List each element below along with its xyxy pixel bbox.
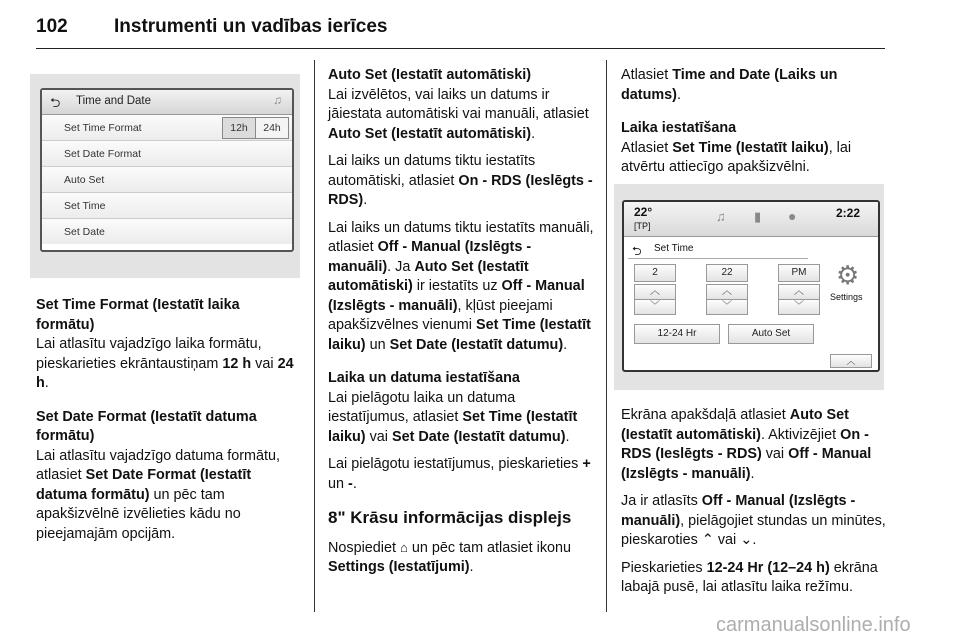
menu-row-label: Set Time <box>64 200 106 212</box>
clock: 2:22 <box>836 206 861 220</box>
format-12h-button: 12h <box>222 117 256 139</box>
column-1 <box>36 296 298 552</box>
music-note-icon: ♫ <box>273 93 282 107</box>
menu-row <box>42 219 292 244</box>
back-arrow-icon: ⮌ <box>632 244 642 258</box>
ampm-up-button: ︿ <box>778 284 820 300</box>
back-arrow-icon: ⮌ <box>50 95 61 110</box>
status-bar <box>624 202 878 237</box>
hour-down-button: ﹀ <box>634 299 676 315</box>
menu-row <box>42 167 292 193</box>
format-24h-button: 24h <box>255 117 289 139</box>
paragraph: Lai izvēlētos, vai laiks un datums ir jāiestata automātiski vai manuāli, atlasiet Auto Set (Iestatīt automātiski). <box>328 86 589 142</box>
heading-set-time-format: Set Time Format (Iestatīt laika formātu) <box>36 297 240 333</box>
screen-title: Time and Date <box>76 95 151 107</box>
chevron-up-icon: ⌃ <box>701 532 714 548</box>
menu-row-label: Set Time Format <box>64 122 142 134</box>
column-divider <box>606 60 607 612</box>
paragraph: Lai laiks un datums tiktu iestatīts automātiski, atlasiet On - RDS (Ieslēgts - RDS). <box>328 153 593 208</box>
heading-time-date-setting: Laika un datuma iestatīšana <box>328 370 520 386</box>
paragraph: Lai laiks un datums tiktu iestatīts manuāli, atlasiet Off - Manual (Izslēgts - manuāli). Ja Auto Set (Iestatīt automātiski) ir iestatīts uz Off - Manual (Izslēgts - manuāli), kļūst pieejami apakšizvēlnes vienumi Set Time (Iestatīt laiku) un Set Date (Iestatīt datumu). <box>328 219 594 353</box>
screen-title-bar <box>42 90 292 115</box>
time-date-screen <box>40 88 294 252</box>
menu-row <box>42 115 292 141</box>
home-icon: ⌂ <box>400 539 408 555</box>
paragraph: Ekrāna apakšdaļā atlasiet Auto Set (Iestatīt automātiski). Aktivizējiet On - RDS (Ieslēgts - RDS) vai Off - Manual (Izslēgts - manuāli). <box>621 407 872 482</box>
divider <box>628 258 808 259</box>
menu-row-label: Set Date <box>64 226 105 238</box>
temperature: 22° <box>634 205 653 219</box>
tp-indicator: [TP] <box>634 221 651 231</box>
collapse-button: ︿ <box>830 354 872 368</box>
menu-row <box>42 141 292 167</box>
menu-row <box>42 193 292 219</box>
paragraph: Lai atlasītu vajadzīgo datuma formātu, atlasiet Set Date Format (Iestatīt datuma formātu) un pēc tam apakšizvēlnē izvēlieties kādu no pieejamajām opcijām. <box>36 447 280 542</box>
column-3-top <box>621 66 889 186</box>
page-number: 102 <box>36 16 68 37</box>
chevron-down-icon: ⌄ <box>740 532 753 548</box>
minute-up-button: ︿ <box>706 284 748 300</box>
menu-row-label: Auto Set <box>64 174 105 186</box>
paragraph: Lai pielāgotu laika un datuma iestatījumus, atlasiet Set Time (Iestatīt laiku) vai Set Date (Iestatīt datumu). <box>328 389 578 445</box>
paragraph: Ja ir atlasīts Off - Manual (Izslēgts - manuāli), pielāgojiet stundas un minūtes, pieskaroties ⌃ vai ⌄. <box>621 493 886 548</box>
screenshot-set-time <box>614 184 884 390</box>
menu-row-label: Set Date Format <box>64 148 142 160</box>
paragraph: Pieskarieties 12-24 Hr (12–24 h) ekrāna labajā pusē, lai atlasītu laika režīmu. <box>621 559 878 595</box>
screen-title: Set Time <box>654 243 694 254</box>
paragraph: Lai atlasītu vajadzīgo laika formātu, pieskarieties ekrāntaustiņam 12 h vai 24 h. <box>36 336 294 391</box>
phone-icon: ▮ <box>754 209 762 224</box>
ampm-down-button: ﹀ <box>778 299 820 315</box>
ampm-value: PM <box>778 264 820 282</box>
page-title: Instrumenti un vadības ierīces <box>114 16 388 37</box>
column-3-bottom <box>621 406 889 606</box>
minute-value: 22 <box>706 264 748 282</box>
info-icon: ● <box>788 208 797 224</box>
heading-set-date-format: Set Date Format (Iestatīt datuma formātu) <box>36 408 257 444</box>
12-24-hr-button: 12-24 Hr <box>634 324 720 344</box>
column-2 <box>328 66 598 586</box>
settings-label: Settings <box>830 292 863 302</box>
hour-up-button: ︿ <box>634 284 676 300</box>
music-icon: ♫ <box>716 209 726 224</box>
auto-set-button: Auto Set <box>728 324 814 344</box>
page-header <box>36 14 885 49</box>
paragraph: Atlasiet Set Time (Iestatīt laiku), lai atvērtu attiecīgo apakšizvēlni. <box>621 139 852 175</box>
paragraph: Lai pielāgotu iestatījumus, pieskarieties + un -. <box>328 456 591 492</box>
hour-value: 2 <box>634 264 676 282</box>
set-time-screen <box>622 200 880 372</box>
heading-time-setting: Laika iestatīšana <box>621 120 737 136</box>
watermark: carmanualsonline.info <box>716 614 911 636</box>
column-divider <box>314 60 315 612</box>
heading-auto-set: Auto Set (Iestatīt automātiski) <box>328 67 532 83</box>
screenshot-time-and-date <box>30 74 300 278</box>
minute-down-button: ﹀ <box>706 299 748 315</box>
gears-icon: ⚙ <box>836 260 860 290</box>
paragraph: Atlasiet Time and Date (Laiks un datums). <box>621 67 838 103</box>
paragraph: Nospiediet ⌂ un pēc tam atlasiet ikonu Settings (Iestatījumi). <box>328 539 572 575</box>
heading-8in-display: 8" Krāsu informācijas displejs <box>328 508 572 527</box>
